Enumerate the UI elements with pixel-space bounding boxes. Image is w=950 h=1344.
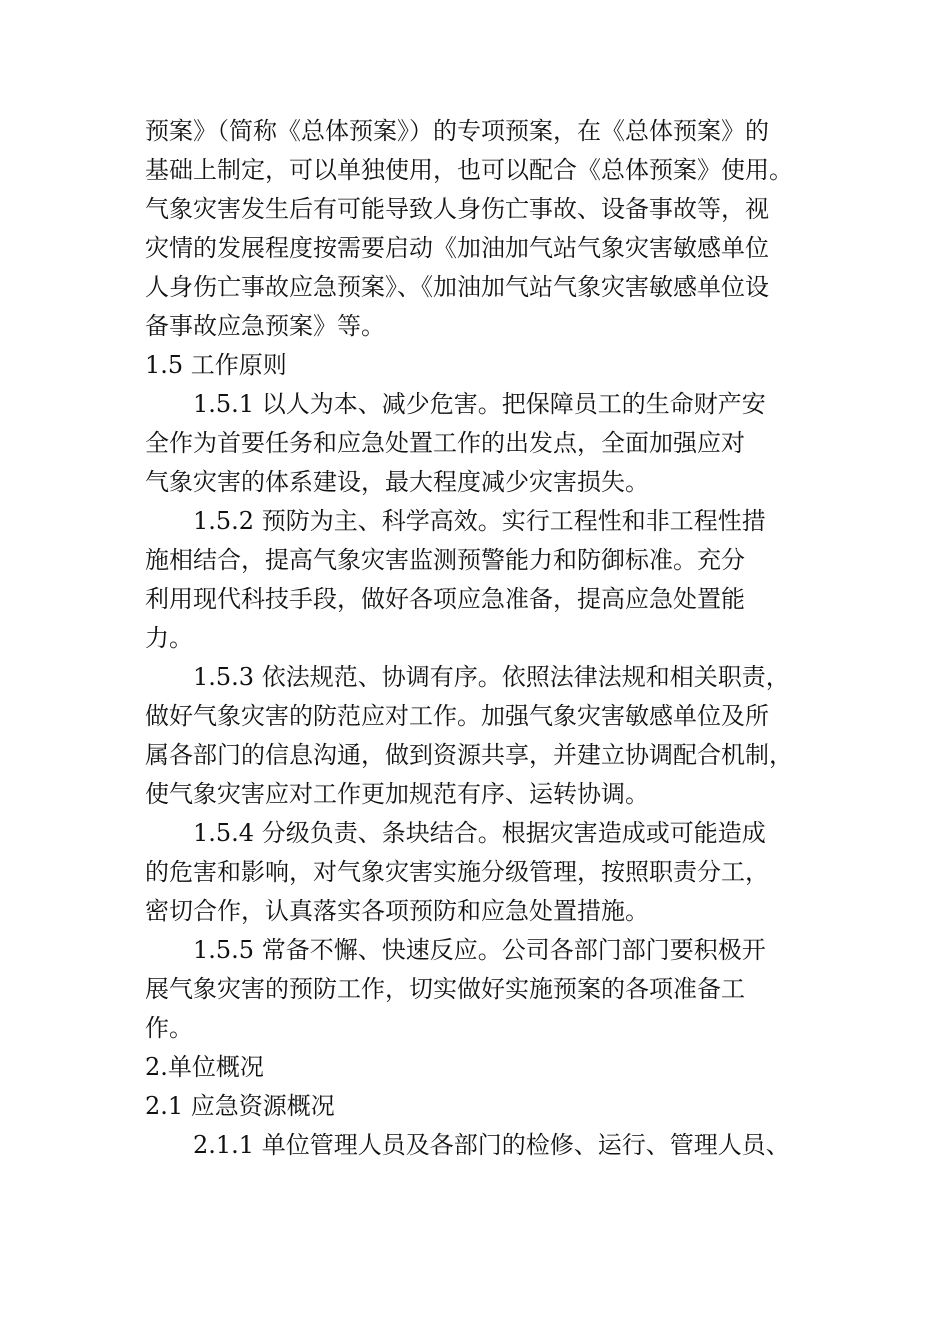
text-line: 使气象灾害应对工作更加规范有序、运转协调。 [145,780,649,808]
text-line: 气象灾害的体系建设，最大程度减少灾害损失。 [145,468,649,496]
text-line: 作。 [145,1014,193,1042]
paragraph-start: 2.1.1 单位管理人员及各部门的检修、运行、管理人员、 [193,1131,790,1159]
text-line: 属各部门的信息沟通，做到资源共享，并建立协调配合机制， [145,741,793,769]
paragraph-start: 1.5.3 依法规范、协调有序。依照法律法规和相关职责， [193,663,790,691]
text-line: 施相结合，提高气象灾害监测预警能力和防御标准。充分 [145,546,745,574]
text-line: 全作为首要任务和应急处置工作的出发点，全面加强应对 [145,429,745,457]
text-line: 气象灾害发生后有可能导致人身伤亡事故、设备事故等，视 [145,195,769,223]
text-line: 备事故应急预案》等。 [145,312,385,340]
section-heading: 2.单位概况 [145,1053,264,1081]
section-heading: 2.1 应急资源概况 [145,1092,335,1120]
section-heading: 1.5 工作原则 [145,351,287,379]
text-line: 基础上制定，可以单独使用，也可以配合《总体预案》使用。 [145,156,793,184]
text-line: 的危害和影响，对气象灾害实施分级管理，按照职责分工， [145,858,769,886]
text-line: 灾情的发展程度按需要启动《加油加气站气象灾害敏感单位 [145,234,769,262]
text-line: 力。 [145,624,193,652]
text-line: 做好气象灾害的防范应对工作。加强气象灾害敏感单位及所 [145,702,769,730]
paragraph-start: 1.5.1 以人为本、减少危害。把保障员工的生命财产安 [193,390,766,418]
paragraph-start: 1.5.4 分级负责、条块结合。根据灾害造成或可能造成 [193,819,766,847]
paragraph-start: 1.5.5 常备不懈、快速反应。公司各部门部门要积极开 [193,936,766,964]
text-line: 人身伤亡事故应急预案》、《加油加气站气象灾害敏感单位设 [145,273,769,301]
paragraph-start: 1.5.2 预防为主、科学高效。实行工程性和非工程性措 [193,507,766,535]
text-line: 利用现代科技手段，做好各项应急准备，提高应急处置能 [145,585,745,613]
text-line: 展气象灾害的预防工作，切实做好实施预案的各项准备工 [145,975,745,1003]
text-line: 预案》（简称《总体预案》）的专项预案，在《总体预案》的 [145,117,769,145]
document-body [145,112,815,1165]
text-line: 密切合作，认真落实各项预防和应急处置措施。 [145,897,649,925]
